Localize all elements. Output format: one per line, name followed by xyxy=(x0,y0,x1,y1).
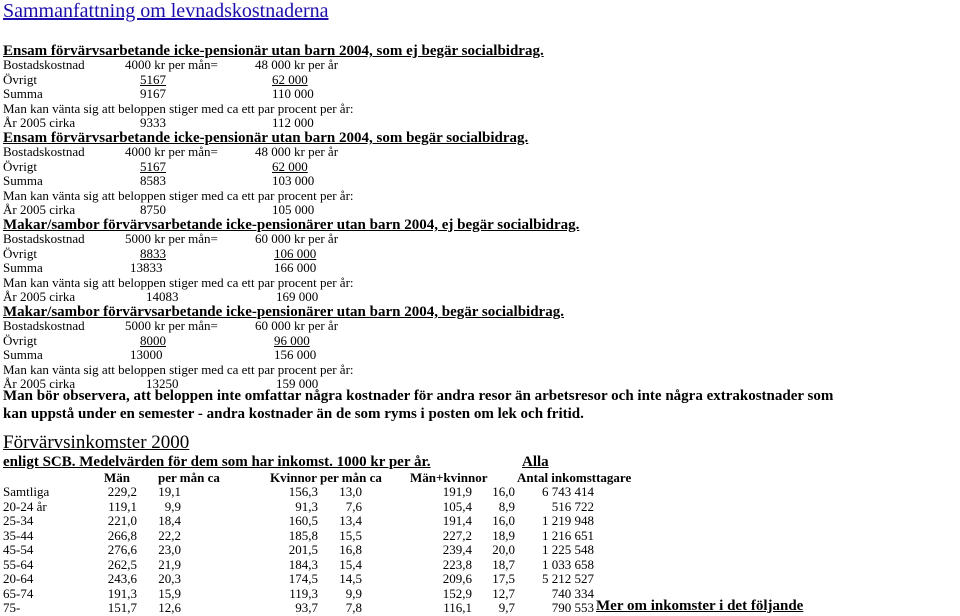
row-monthly: 9167 xyxy=(140,86,166,101)
earner-count: 1 219 948 xyxy=(542,513,594,528)
year-monthly: 8750 xyxy=(140,202,166,217)
women-month: 7,6 xyxy=(345,498,362,514)
men-year: 119,1 xyxy=(108,498,137,514)
women-year: 174,5 xyxy=(288,571,318,586)
observe-line-1: Man bör observera, att beloppen inte omfattar några kostnader för andra resor än arbetsresor och inte några extrakostnader som xyxy=(3,388,834,404)
row-label: Summa xyxy=(3,173,43,188)
row-yearly: 96 000 xyxy=(274,332,310,348)
year-label: År 2005 cirka xyxy=(3,115,76,130)
all-month: 18,9 xyxy=(492,527,515,543)
increase-note: Man kan vänta sig att beloppen stiger med ca ett par procent per år: xyxy=(3,187,354,203)
women-year: 160,5 xyxy=(288,513,318,528)
col-header-man-month: per mån ca xyxy=(158,470,220,485)
year-yearly: 105 000 xyxy=(272,202,315,217)
row-monthly: 8000 xyxy=(140,332,166,348)
women-month: 7,8 xyxy=(345,600,362,615)
all-month: 17,5 xyxy=(492,571,515,586)
row-label: Övrigt xyxy=(3,71,37,87)
women-month: 15,4 xyxy=(339,556,362,572)
men-year: 151,7 xyxy=(107,600,137,615)
row-monthly: 4000 kr per mån= xyxy=(125,57,218,72)
age-group: 55-64 xyxy=(3,556,34,572)
year-yearly: 169 000 xyxy=(276,289,319,304)
age-group: 75- xyxy=(3,600,21,615)
age-group: 35-44 xyxy=(3,527,34,543)
row-monthly: 13833 xyxy=(130,260,163,275)
age-group: 20-24 år xyxy=(3,498,47,514)
men-month: 15,9 xyxy=(158,585,181,601)
women-year: 119,3 xyxy=(289,585,318,601)
row-monthly: 13000 xyxy=(130,347,163,362)
year-monthly: 14083 xyxy=(146,289,179,304)
women-month: 14,5 xyxy=(339,571,362,586)
all-month: 18,7 xyxy=(492,556,515,572)
all-month: 12,7 xyxy=(492,585,515,601)
all-year: 227,2 xyxy=(442,527,472,543)
women-year: 185,8 xyxy=(288,527,318,543)
row-label: Bostadskostnad xyxy=(3,231,85,246)
all-year: 116,1 xyxy=(443,600,472,615)
row-yearly: 62 000 xyxy=(272,158,308,174)
women-month: 13,0 xyxy=(339,484,362,499)
more-income-link[interactable]: Mer om inkomster i det följande xyxy=(596,598,804,614)
row-yearly: 110 000 xyxy=(272,86,314,101)
men-month: 18,4 xyxy=(158,513,181,528)
row-yearly: 48 000 kr per år xyxy=(255,57,339,72)
all-year: 191,9 xyxy=(442,484,472,499)
row-label: Övrigt xyxy=(3,332,37,348)
row-label: Summa xyxy=(3,86,43,101)
earner-count: 516 722 xyxy=(551,498,594,514)
row-monthly: 8583 xyxy=(140,173,166,188)
men-year: 191,3 xyxy=(107,585,137,601)
men-month: 9,9 xyxy=(164,498,181,514)
page-title[interactable]: Sammanfattning om levnadskostnaderna xyxy=(3,0,329,22)
women-year: 201,5 xyxy=(288,542,318,557)
men-month: 22,2 xyxy=(158,527,181,543)
increase-note: Man kan vänta sig att beloppen stiger med ca ett par procent per år: xyxy=(3,100,354,116)
section-heading: Makar/sambor förvärvsarbetande icke-pensionärer utan barn 2004, begär socialbidrag. xyxy=(3,304,564,320)
all-year: 191,4 xyxy=(442,513,472,528)
men-month: 12,6 xyxy=(158,600,181,615)
earner-count: 1 216 651 xyxy=(542,527,594,543)
row-yearly: 156 000 xyxy=(274,347,317,362)
women-year: 156,3 xyxy=(288,484,318,499)
row-monthly: 5000 kr per mån= xyxy=(125,318,218,333)
row-monthly: 5167 xyxy=(140,71,166,87)
all-month: 16,0 xyxy=(492,513,515,528)
col-header-all: Män+kvinnor xyxy=(410,470,488,485)
all-year: 152,9 xyxy=(442,585,472,601)
all-year: 209,6 xyxy=(442,571,472,586)
col-header-women: Kvinnor per mån ca xyxy=(270,470,382,485)
earner-count: 1 225 548 xyxy=(542,542,594,557)
age-group: Samtliga xyxy=(3,484,50,499)
year-yearly: 112 000 xyxy=(272,115,314,130)
year-label: År 2005 cirka xyxy=(3,202,76,217)
observe-line-2: kan uppstå under en semester - andra kostnader än de som ryms i posten om lek och fritid. xyxy=(3,406,584,422)
year-monthly: 9333 xyxy=(140,115,166,130)
row-monthly: 5167 xyxy=(140,158,166,174)
income-heading: Förvärvsinkomster 2000 xyxy=(3,432,190,453)
men-year: 243,6 xyxy=(107,571,137,586)
men-month: 21,9 xyxy=(158,556,181,572)
men-month: 23,0 xyxy=(158,542,181,557)
row-yearly: 60 000 kr per år xyxy=(255,231,339,246)
year-label: År 2005 cirka xyxy=(3,289,76,304)
row-yearly: 62 000 xyxy=(272,71,308,87)
row-monthly: 8833 xyxy=(140,245,166,261)
row-yearly: 166 000 xyxy=(274,260,317,275)
row-monthly: 4000 kr per mån= xyxy=(125,144,218,159)
section-heading: Makar/sambor förvärvsarbetande icke-pensionärer utan barn 2004, ej begär socialbidrag. xyxy=(3,217,580,233)
row-label: Övrigt xyxy=(3,158,37,174)
women-month: 16,8 xyxy=(339,542,362,557)
age-group: 45-54 xyxy=(3,542,34,557)
all-month: 8,9 xyxy=(498,498,515,514)
all-month: 16,0 xyxy=(492,484,515,499)
row-label: Bostadskostnad xyxy=(3,144,85,159)
men-year: 276,6 xyxy=(107,542,137,557)
all-year: 105,4 xyxy=(442,498,472,514)
men-year: 266,8 xyxy=(107,527,137,543)
section-heading: Ensam förvärvsarbetande icke-pensionär utan barn 2004, som ej begär socialbidrag. xyxy=(3,43,544,59)
all-month: 20,0 xyxy=(492,542,515,557)
earner-count: 790 553 xyxy=(551,600,594,615)
women-month: 9,9 xyxy=(345,585,362,601)
year-yearly: 159 000 xyxy=(276,376,319,391)
men-year: 262,5 xyxy=(107,556,137,572)
row-label: Bostadskostnad xyxy=(3,57,85,72)
women-month: 13,4 xyxy=(339,513,362,528)
age-group: 65-74 xyxy=(3,585,34,601)
all-year: 239,4 xyxy=(442,542,472,557)
all-month: 9,7 xyxy=(498,600,515,615)
women-month: 15,5 xyxy=(339,527,362,543)
all-year: 223,8 xyxy=(442,556,472,572)
year-label: År 2005 cirka xyxy=(3,376,76,391)
earner-count: 5 212 527 xyxy=(542,571,594,586)
increase-note: Man kan vänta sig att beloppen stiger med ca ett par procent per år: xyxy=(3,274,354,290)
women-year: 93,7 xyxy=(295,600,318,615)
men-month: 20,3 xyxy=(158,571,181,586)
men-month: 19,1 xyxy=(158,484,181,499)
row-yearly: 106 000 xyxy=(274,245,317,261)
row-yearly: 48 000 kr per år xyxy=(255,144,339,159)
row-label: Summa xyxy=(3,260,43,275)
age-group: 20-64 xyxy=(3,571,34,586)
row-label: Bostadskostnad xyxy=(3,318,85,333)
row-yearly: 103 000 xyxy=(272,173,315,188)
men-year: 221,0 xyxy=(107,513,137,528)
income-subheading: enligt SCB. Medelvärden för dem som har inkomst. 1000 kr per år. xyxy=(3,454,431,470)
row-yearly: 60 000 kr per år xyxy=(255,318,339,333)
row-label: Summa xyxy=(3,347,43,362)
col-header-count: Antal inkomsttagare xyxy=(517,470,632,485)
women-year: 184,3 xyxy=(288,556,318,572)
women-year: 91,3 xyxy=(295,498,318,514)
alla-link[interactable]: Alla xyxy=(522,454,549,470)
year-monthly: 13250 xyxy=(146,376,179,391)
row-monthly: 5000 kr per mån= xyxy=(125,231,218,246)
section-heading: Ensam förvärvsarbetande icke-pensionär utan barn 2004, som begär socialbidrag. xyxy=(3,130,529,146)
earner-count: 1 033 658 xyxy=(542,556,594,572)
men-year: 229,2 xyxy=(107,484,137,499)
age-group: 25-34 xyxy=(3,513,34,528)
col-header-man: Män xyxy=(104,470,130,485)
earner-count: 740 334 xyxy=(551,585,594,601)
row-label: Övrigt xyxy=(3,245,37,261)
earner-count: 6 743 414 xyxy=(542,484,594,499)
increase-note: Man kan vänta sig att beloppen stiger med ca ett par procent per år: xyxy=(3,361,354,377)
